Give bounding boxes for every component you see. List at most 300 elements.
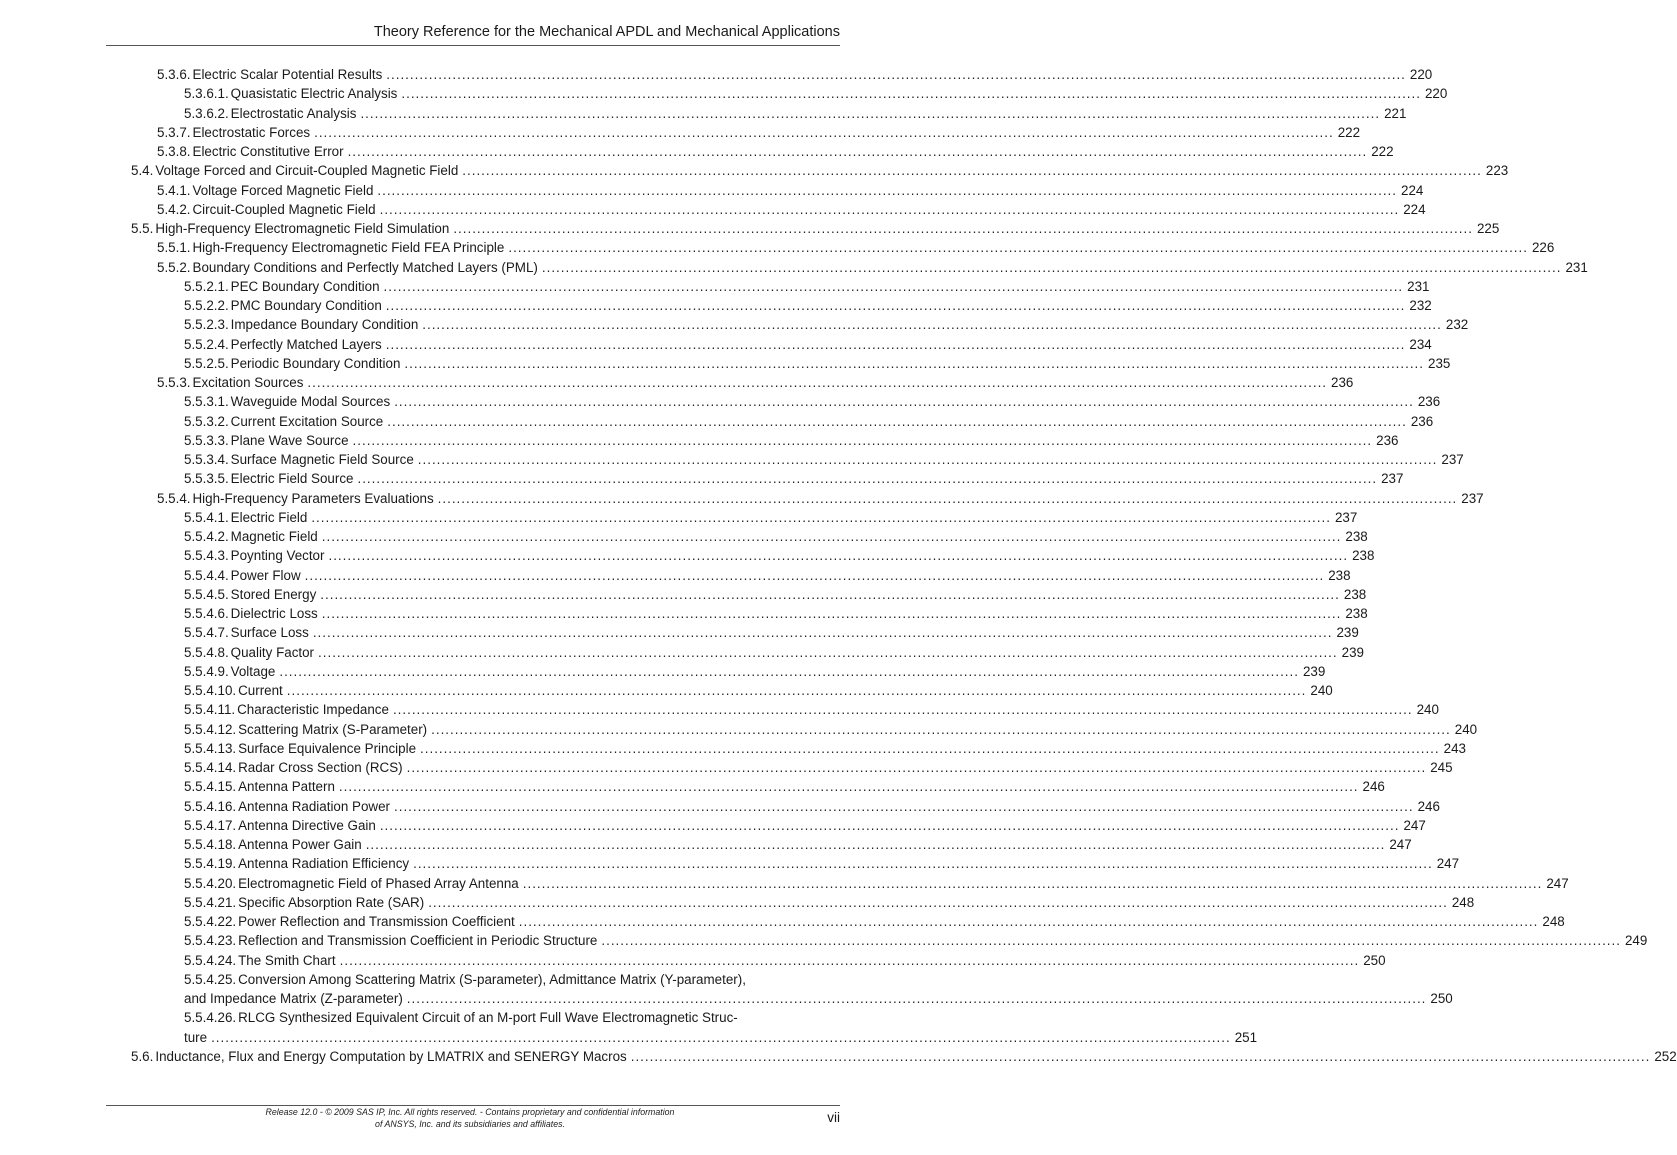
toc-entry[interactable]	[0, 604, 1368, 623]
toc-section-number: 5.5.4.10.	[184, 683, 237, 698]
toc-entry[interactable]	[0, 758, 1453, 777]
toc-page-number[interactable]: 237	[1441, 452, 1464, 467]
toc-entry-line	[184, 84, 1448, 103]
toc-leader-dots	[413, 854, 1433, 873]
toc-entry-line	[184, 623, 1359, 642]
toc-page-number[interactable]: 231	[1407, 278, 1430, 294]
toc-entry[interactable]	[0, 181, 1424, 200]
toc-page-number[interactable]: 224	[1403, 201, 1426, 217]
toc-section-title[interactable]: Waveguide Modal Sources	[230, 394, 391, 410]
toc-leader-dots	[348, 142, 1368, 161]
toc-section-number: 5.3.7.	[157, 124, 191, 140]
toc-section-title[interactable]: Power Reflection and Transmission Coefficient	[238, 914, 515, 929]
toc-page-number[interactable]: 222	[1337, 124, 1361, 140]
toc-entry-line	[184, 431, 1399, 450]
toc-page-number[interactable]: 237	[1334, 509, 1358, 525]
toc-section-title[interactable]: Circuit-Coupled Magnetic Field	[192, 201, 376, 217]
toc-section-title[interactable]: Magnetic Field	[230, 529, 318, 544]
toc-leader-dots	[519, 912, 1539, 931]
toc-section-title[interactable]: Voltage Forced and Circuit-Coupled Magnetic Field	[155, 163, 459, 179]
toc-section-title[interactable]: Antenna Radiation Efficiency	[238, 856, 410, 872]
toc-leader-dots	[339, 777, 1359, 796]
toc-section-title[interactable]: Electrostatic Analysis	[230, 105, 357, 121]
toc-page-number[interactable]: 237	[1381, 471, 1404, 487]
toc-page-number[interactable]: 250	[1430, 991, 1453, 1006]
toc-section-title[interactable]: Quality Factor	[230, 644, 315, 660]
toc-entry[interactable]	[0, 431, 1399, 450]
toc-section-number: 5.5.4.26.	[184, 1010, 237, 1026]
toc-page-number[interactable]: 251	[1234, 1029, 1258, 1045]
toc-entry[interactable]	[0, 315, 1469, 334]
toc-leader-dots	[211, 1028, 1231, 1047]
toc-leader-dots	[462, 161, 1482, 180]
toc-section-number: 5.5.4.4.	[184, 567, 229, 583]
toc-leader-dots	[523, 874, 1543, 893]
toc-entry-line	[184, 893, 1475, 912]
running-header	[106, 24, 840, 46]
toc-section-number: 5.5.4.13.	[184, 740, 237, 756]
toc-entry[interactable]	[0, 84, 1448, 103]
toc-leader-dots	[394, 392, 1414, 411]
toc-section-title[interactable]: Conversion Among Scattering Matrix (S-parameter), Admittance Matrix (Y-parameter),	[238, 971, 746, 987]
toc-section-title[interactable]: Electric Field	[230, 509, 308, 525]
toc-entry[interactable]	[0, 874, 1569, 893]
toc-leader-dots	[387, 412, 1407, 431]
toc-entry-line	[184, 854, 1460, 873]
toc-section-number: 5.5.2.4.	[184, 336, 229, 352]
toc-leader-dots	[287, 681, 1307, 700]
toc-entry[interactable]	[0, 931, 1648, 950]
toc-entry-line	[184, 681, 1333, 700]
toc-entry-line	[184, 335, 1432, 354]
toc-entry[interactable]	[0, 623, 1359, 642]
toc-section-title[interactable]: High-Frequency Electromagnetic Field Simulation	[155, 221, 450, 236]
toc-entry-line	[184, 874, 1569, 893]
toc-leader-dots	[279, 662, 1299, 681]
toc-section-number: 5.5.	[131, 221, 154, 236]
toc-leader-dots	[366, 835, 1386, 854]
toc-section-title[interactable]: Stored Energy	[230, 586, 317, 602]
toc-entry-line	[184, 777, 1385, 796]
toc-entry-line	[157, 373, 1354, 392]
toc-section-title[interactable]: Plane Wave Source	[230, 432, 349, 448]
toc-leader-dots	[311, 508, 1331, 527]
toc-section-number: 5.5.1.	[157, 240, 191, 256]
toc-section-number: 5.5.4.17.	[184, 817, 237, 833]
toc-section-number: 5.5.4.24.	[184, 952, 237, 968]
toc-leader-dots	[453, 219, 1473, 238]
toc-entry[interactable]	[0, 392, 1441, 411]
toc-section-number: 5.5.3.1.	[184, 394, 229, 410]
toc-entry[interactable]	[0, 277, 1430, 296]
toc-entry[interactable]	[0, 123, 1361, 142]
toc-entry[interactable]	[0, 700, 1439, 719]
toc-page-number[interactable]: 248	[1542, 914, 1565, 929]
toc-entry-line	[184, 797, 1440, 816]
toc-entry[interactable]	[0, 662, 1326, 681]
toc-page-number[interactable]: 235	[1428, 355, 1451, 371]
toc-page-number[interactable]: 246	[1362, 779, 1385, 795]
toc-page-number[interactable]: 238	[1345, 529, 1368, 544]
toc-entry-line	[184, 1008, 840, 1027]
toc-section-number: 5.5.4.16.	[184, 798, 237, 814]
toc-section-number: 5.5.4.2.	[184, 529, 229, 544]
toc-page-number[interactable]: 240	[1416, 702, 1439, 718]
toc-section-number: 5.5.4.6.	[184, 606, 229, 621]
toc-entry[interactable]	[0, 219, 1500, 238]
toc-page-number[interactable]: 232	[1409, 298, 1432, 313]
toc-page-number[interactable]: 238	[1345, 606, 1368, 621]
toc-entry[interactable]	[0, 566, 1351, 585]
toc-leader-dots	[322, 527, 1342, 546]
toc-page-number[interactable]: 231	[1565, 259, 1588, 275]
toc-page-number[interactable]: 239	[1336, 625, 1359, 641]
toc-entry[interactable]	[0, 161, 1509, 180]
toc-leader-dots	[314, 123, 1334, 142]
toc-section-number: 5.5.4.14.	[184, 760, 237, 775]
toc-entry-line	[131, 219, 1500, 238]
toc-section-title[interactable]: Antenna Directive Gain	[238, 817, 376, 833]
toc-continuation-line	[184, 989, 1453, 1008]
toc-entry-line	[157, 258, 1588, 277]
toc-leader-dots	[305, 566, 1325, 585]
toc-section-number: 5.5.4.12.	[184, 721, 237, 737]
toc-section-title[interactable]: Voltage	[230, 663, 276, 679]
toc-section-title[interactable]: Reflection and Transmission Coefficient in Periodic Structure	[238, 933, 598, 949]
toc-page-number[interactable]: 249	[1624, 933, 1648, 949]
toc-section-title[interactable]: Perfectly Matched Layers	[230, 336, 382, 352]
toc-page-number[interactable]: 247	[1546, 875, 1569, 891]
toc-section-title[interactable]: Electric Field Source	[230, 471, 354, 487]
toc-leader-dots	[384, 277, 1404, 296]
toc-section-title[interactable]: The Smith Chart	[238, 952, 336, 968]
toc-section-number: 5.5.4.3.	[184, 548, 229, 564]
toc-section-title[interactable]: Electric Constitutive Error	[192, 144, 344, 159]
toc-entry-line	[184, 951, 1386, 970]
toc-leader-dots	[404, 354, 1424, 373]
toc-section-number: 5.4.1.	[157, 182, 191, 198]
toc-entry[interactable]	[0, 1008, 893, 1027]
toc-entry[interactable]	[0, 238, 1555, 257]
toc-section-title[interactable]: Scattering Matrix (S-Parameter)	[238, 721, 428, 737]
toc-entry[interactable]	[0, 797, 1440, 816]
toc-section-number: 5.5.4.22.	[184, 914, 237, 929]
toc-section-number: 5.5.2.1.	[184, 278, 229, 294]
toc-leader-dots	[407, 758, 1427, 777]
toc-page-number[interactable]: 224	[1401, 182, 1424, 198]
toc-entry-line	[184, 816, 1426, 835]
toc-section-number: 5.5.4.7.	[184, 625, 229, 641]
toc-leader-dots	[357, 469, 1377, 488]
toc-section-title[interactable]: Poynting Vector	[230, 548, 325, 564]
toc-entry[interactable]	[0, 200, 1426, 219]
toc-section-number: 5.5.3.3.	[184, 432, 229, 448]
toc-leader-dots	[318, 643, 1338, 662]
toc-entry-line	[184, 296, 1432, 315]
toc-entry[interactable]	[0, 258, 1588, 277]
toc-entry[interactable]	[0, 469, 1404, 488]
toc-section-number: 5.5.2.	[157, 259, 191, 275]
toc-page-number[interactable]: 238	[1352, 548, 1375, 564]
toc-leader-dots	[386, 65, 1406, 84]
toc-page-number[interactable]: 240	[1454, 721, 1478, 737]
toc-leader-dots	[380, 200, 1400, 219]
toc-page-number[interactable]: 222	[1371, 144, 1394, 159]
toc-page-number[interactable]: 232	[1445, 317, 1469, 333]
toc-entry-line	[184, 566, 1351, 585]
toc-section-number: 5.5.2.3.	[184, 317, 229, 333]
toc-leader-dots	[407, 989, 1427, 1008]
toc-section-title[interactable]: RLCG Synthesized Equivalent Circuit of an M-port Full Wave Electromagnetic Struc-	[238, 1010, 738, 1026]
toc-entry-line	[184, 469, 1404, 488]
toc-page-number[interactable]: 247	[1389, 837, 1412, 852]
toc-page-number[interactable]: 236	[1410, 413, 1434, 429]
toc-entry-continuation[interactable]	[0, 989, 1453, 1008]
toc-section-number: 5.5.4.	[157, 490, 191, 506]
toc-leader-dots	[631, 1047, 1651, 1066]
toc-entry[interactable]	[0, 373, 1354, 392]
toc-entry[interactable]	[0, 854, 1460, 873]
toc-section-title[interactable]: High-Frequency Electromagnetic Field FEA Principle	[192, 240, 505, 256]
toc-section-title[interactable]: Inductance, Flux and Energy Computation by LMATRIX and SENERGY Macros	[155, 1048, 627, 1064]
toc-section-title[interactable]: Specific Absorption Rate (SAR)	[238, 894, 425, 910]
toc-section-number: 5.5.4.1.	[184, 509, 229, 525]
toc-leader-dots	[360, 104, 1380, 123]
toc-section-title[interactable]: Surface Equivalence Principle	[238, 740, 417, 756]
page-number: vii	[827, 1110, 840, 1125]
toc-section-title-continued[interactable]: and Impedance Matrix (Z-parameter)	[184, 991, 403, 1006]
toc-section-number: 5.5.4.25.	[184, 971, 237, 987]
toc-entry-line	[184, 643, 1364, 662]
toc-entry-line	[184, 354, 1451, 373]
toc-entry[interactable]	[0, 835, 1412, 854]
toc-entry[interactable]	[0, 527, 1368, 546]
toc-leader-dots	[313, 623, 1333, 642]
toc-leader-dots	[377, 181, 1397, 200]
toc-leader-dots	[401, 84, 1421, 103]
footer-copyright	[200, 1106, 740, 1130]
toc-section-title[interactable]: Current Excitation Source	[230, 413, 384, 429]
toc-entry[interactable]	[0, 951, 1386, 970]
toc-page-number[interactable]: 252	[1654, 1048, 1677, 1064]
toc-leader-dots	[508, 238, 1528, 257]
toc-section-number: 5.3.6.2.	[184, 105, 229, 121]
toc-entry-line	[184, 720, 1478, 739]
toc-entry-line	[157, 142, 1394, 161]
document-title: Theory Reference for the Mechanical APDL and Mechanical Applications	[373, 24, 840, 40]
toc-entry[interactable]	[0, 335, 1432, 354]
toc-section-title-continued[interactable]: ture	[184, 1029, 208, 1045]
toc-section-number: 5.5.2.5.	[184, 355, 229, 371]
toc-entry[interactable]	[0, 777, 1385, 796]
toc-entry-line	[184, 912, 1565, 931]
toc-section-number: 5.5.4.15.	[184, 779, 237, 795]
toc-leader-dots	[322, 604, 1342, 623]
toc-entry[interactable]	[0, 546, 1375, 565]
toc-section-title[interactable]: Excitation Sources	[192, 375, 304, 390]
toc-page-number[interactable]: 221	[1384, 105, 1407, 121]
toc-page-number[interactable]: 220	[1424, 86, 1448, 102]
toc-section-number: 5.5.4.5.	[184, 586, 229, 602]
toc-entry-line	[184, 604, 1368, 623]
toc-section-number: 5.5.3.2.	[184, 413, 229, 429]
toc-leader-dots	[418, 450, 1438, 469]
toc-section-title[interactable]: Periodic Boundary Condition	[230, 355, 401, 371]
table-of-contents	[0, 65, 1677, 1066]
toc-entry[interactable]	[0, 142, 1394, 161]
toc-leader-dots	[340, 951, 1360, 970]
toc-page-number[interactable]: 238	[1328, 567, 1351, 583]
toc-section-title[interactable]: Surface Loss	[230, 625, 309, 641]
toc-entry-line	[157, 238, 1555, 257]
toc-entry[interactable]	[0, 912, 1565, 931]
toc-section-title[interactable]: Antenna Power Gain	[238, 837, 362, 852]
toc-section-title[interactable]: Electric Scalar Potential Results	[192, 67, 383, 82]
toc-entry-line	[184, 662, 1326, 681]
toc-entry[interactable]	[0, 816, 1426, 835]
toc-page-number[interactable]: 247	[1436, 856, 1460, 872]
toc-section-title[interactable]: Antenna Pattern	[238, 779, 335, 795]
toc-entry-line	[157, 123, 1361, 142]
toc-leader-dots	[353, 431, 1373, 450]
toc-section-number: 5.5.4.11.	[184, 702, 236, 718]
toc-page-number[interactable]: 238	[1343, 586, 1367, 602]
toc-entry-line	[184, 970, 840, 989]
toc-section-title[interactable]: Antenna Radiation Power	[238, 798, 390, 814]
toc-section-number: 5.6.	[131, 1048, 154, 1064]
toc-page-number[interactable]: 236	[1376, 432, 1399, 448]
toc-section-title[interactable]: Quasistatic Electric Analysis	[230, 86, 398, 102]
toc-page-number[interactable]: 243	[1443, 740, 1466, 756]
toc-section-title[interactable]: Characteristic Impedance	[237, 702, 389, 718]
toc-section-number: 5.5.4.19.	[184, 856, 237, 872]
toc-page-number[interactable]: 240	[1310, 683, 1333, 698]
toc-page-number[interactable]: 239	[1302, 663, 1326, 679]
toc-leader-dots	[438, 489, 1458, 508]
toc-entry[interactable]	[0, 1047, 1677, 1066]
toc-page-number[interactable]: 226	[1531, 240, 1555, 256]
toc-section-number: 5.5.3.	[157, 375, 191, 390]
toc-entry-line	[157, 181, 1424, 200]
toc-leader-dots	[328, 546, 1348, 565]
toc-entry[interactable]	[0, 585, 1367, 604]
toc-leader-dots	[386, 296, 1406, 315]
toc-entry-line	[184, 931, 1648, 950]
toc-entry[interactable]	[0, 104, 1407, 123]
toc-entry[interactable]	[0, 65, 1433, 84]
toc-entry-line	[184, 527, 1368, 546]
toc-entry[interactable]	[0, 296, 1432, 315]
toc-entry[interactable]	[0, 970, 893, 989]
toc-entry[interactable]	[0, 739, 1466, 758]
toc-continuation-line	[184, 1028, 1258, 1047]
toc-section-title[interactable]: Boundary Conditions and Perfectly Matched Layers (PML)	[192, 259, 538, 275]
toc-entry[interactable]	[0, 681, 1333, 700]
toc-leader-dots	[428, 893, 1448, 912]
toc-section-number: 5.5.4.21.	[184, 894, 237, 910]
toc-section-title[interactable]: Impedance Boundary Condition	[230, 317, 419, 333]
toc-section-title[interactable]: Radar Cross Section (RCS)	[238, 760, 403, 775]
toc-section-title[interactable]: High-Frequency Parameters Evaluations	[192, 490, 434, 506]
toc-leader-dots	[422, 315, 1442, 334]
toc-section-number: 5.4.	[131, 163, 154, 179]
toc-page-number[interactable]: 239	[1341, 644, 1364, 660]
toc-section-title[interactable]: PEC Boundary Condition	[230, 278, 380, 294]
toc-entry[interactable]	[0, 450, 1464, 469]
toc-section-number: 5.5.2.2.	[184, 298, 229, 313]
toc-section-title[interactable]: Power Flow	[230, 567, 301, 583]
toc-entry-line	[184, 508, 1358, 527]
toc-leader-dots	[307, 373, 1327, 392]
toc-leader-dots	[420, 739, 1440, 758]
toc-section-title[interactable]: Current	[238, 683, 283, 698]
toc-entry-line	[184, 315, 1469, 334]
toc-leader-dots	[320, 585, 1340, 604]
toc-leader-dots	[601, 931, 1621, 950]
toc-entry-line	[184, 758, 1453, 777]
toc-entry-line	[157, 489, 1484, 508]
toc-leader-dots	[380, 816, 1400, 835]
toc-page-number[interactable]: 236	[1417, 394, 1441, 410]
toc-section-number: 5.3.6.	[157, 67, 191, 82]
toc-entry-line	[184, 700, 1439, 719]
toc-entry-line	[184, 277, 1430, 296]
toc-entry[interactable]	[0, 489, 1484, 508]
toc-section-title[interactable]: Surface Magnetic Field Source	[230, 452, 414, 467]
toc-page-number[interactable]: 237	[1461, 490, 1484, 506]
toc-page-number[interactable]: 225	[1476, 221, 1500, 236]
toc-section-title[interactable]: Electromagnetic Field of Phased Array Antenna	[238, 875, 519, 891]
toc-section-number: 5.5.4.9.	[184, 663, 229, 679]
toc-page-number[interactable]: 248	[1451, 894, 1475, 910]
toc-section-title[interactable]: PMC Boundary Condition	[230, 298, 382, 313]
toc-section-number: 5.3.8.	[157, 144, 191, 159]
toc-entry-line	[184, 739, 1466, 758]
toc-leader-dots	[386, 335, 1406, 354]
toc-section-title[interactable]: Voltage Forced Magnetic Field	[192, 182, 374, 198]
header-rule	[106, 45, 840, 46]
toc-entry[interactable]	[0, 354, 1451, 373]
toc-page-number[interactable]: 246	[1417, 798, 1440, 814]
toc-entry-line	[131, 1047, 1677, 1066]
toc-section-number: 5.5.4.8.	[184, 644, 229, 660]
toc-entry[interactable]	[0, 893, 1475, 912]
toc-page-number[interactable]: 236	[1331, 375, 1354, 390]
toc-entry-line	[131, 161, 1509, 180]
toc-entry-continuation[interactable]	[0, 1028, 1258, 1047]
toc-section-title[interactable]: Electrostatic Forces	[192, 124, 311, 140]
toc-entry-line	[184, 412, 1434, 431]
toc-section-number: 5.5.3.5.	[184, 471, 229, 487]
toc-section-number: 5.5.4.18.	[184, 837, 237, 852]
toc-section-number: 5.3.6.1.	[184, 86, 229, 102]
footer-line-2: of ANSYS, Inc. and its subsidiaries and affiliates.	[375, 1119, 565, 1129]
toc-leader-dots	[393, 700, 1413, 719]
toc-entry[interactable]	[0, 508, 1358, 527]
toc-page-number[interactable]: 223	[1485, 163, 1509, 179]
toc-page-number[interactable]: 247	[1403, 817, 1426, 833]
toc-entry[interactable]	[0, 412, 1434, 431]
toc-page-number[interactable]: 220	[1409, 67, 1433, 82]
toc-page-number[interactable]: 234	[1409, 336, 1432, 352]
toc-page-number[interactable]: 245	[1430, 760, 1453, 775]
toc-entry[interactable]	[0, 643, 1364, 662]
toc-entry-line	[184, 450, 1464, 469]
toc-page-number[interactable]: 250	[1363, 952, 1386, 968]
toc-entry[interactable]	[0, 720, 1478, 739]
toc-section-title[interactable]: Dielectric Loss	[230, 606, 318, 621]
toc-leader-dots	[431, 720, 1451, 739]
